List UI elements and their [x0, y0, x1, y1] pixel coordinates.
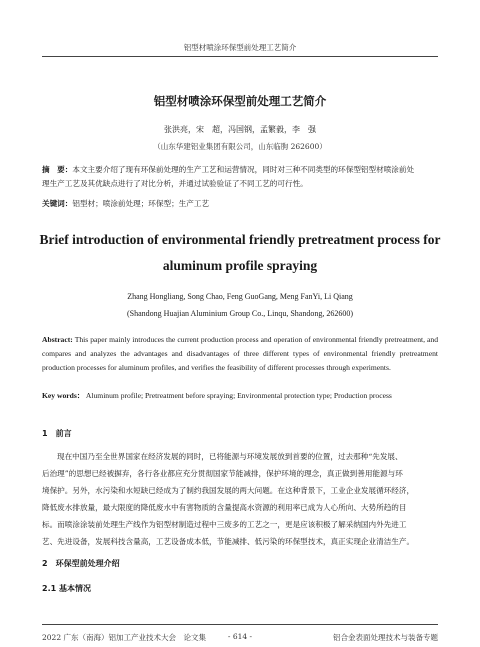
cn-title: 铝型材喷涂环保型前处理工艺简介	[153, 94, 327, 108]
footer-right: 铝合金表面处理技术与装备专题	[333, 633, 438, 642]
cn-abstract	[42, 163, 438, 191]
en-keywords	[42, 389, 438, 403]
en-title-line-1: Brief introduction of environmental friendly pretreatment process for	[39, 232, 441, 247]
en-abstract	[42, 333, 438, 375]
footer-left: 2022 广东（南海）铝加工产业技术大会 论文集	[42, 633, 206, 642]
page-number: - 614 -	[227, 632, 253, 641]
running-header: 铝型材喷涂环保型前处理工艺简介	[183, 43, 297, 52]
header-rule	[42, 56, 438, 57]
cn-abstract-label: 摘 要：	[42, 165, 73, 174]
section-2-heading: 2 环保型前处理介绍	[42, 559, 120, 568]
cn-keywords-text: 铝型材；喷涂前处理；环保型；生产工艺	[72, 199, 210, 208]
en-authors: Zhang Hongliang, Song Chao, Feng GuoGang, Meng FanYi, Li Qiang	[127, 292, 353, 301]
body-line: 降低废水排放量，最大限度的降低废水中有害物质的含量提高水资源的利用率已成为人心所向、大势所趋的目	[42, 503, 407, 512]
section-1-body	[42, 448, 438, 550]
cn-authors: 张洪亮，宋 超，冯国钢，孟繁毅，李 强	[164, 125, 316, 134]
cn-keywords-label: 关键词：	[42, 199, 73, 208]
section-2-1-heading: 2.1 基本情况	[42, 584, 91, 593]
en-title-line-2: aluminum profile spraying	[162, 258, 318, 273]
en-keywords-label: Key words：	[42, 391, 85, 400]
body-line: 境保护。另外，水污染和水短缺已经成为了制约我国发展的两大问题。在这种背景下，工业企业发展循环经济，	[42, 486, 415, 495]
section-1-heading: 1 前言	[42, 429, 72, 438]
en-abstract-label: Abstract:	[42, 335, 73, 344]
cn-abstract-line: 理生产工艺及其优缺点进行了对比分析，并通过试验验证了不同工艺的可行性。	[42, 179, 308, 188]
body-line: 艺、先进设备，发展科技含量高，工艺设备成本低，节能减排、低污染的环保型技术，真正实现企业清洁生产。	[42, 537, 415, 546]
cn-abstract-line: 本文主要介绍了现有环保前处理的生产工艺和运营情况，同时对三种不同类型的环保型铝型材喷涂前处	[72, 165, 415, 174]
footer-rule	[42, 624, 438, 625]
en-abstract-text: This paper mainly introduces the current production process and operation of environmental friendly pretreatment, and compares and analyzes the advantages and disadvantages of three different types of environmental friendly pretreatment production processes for aluminum profiles, and verifies the feasibility of different processes through experiments.	[42, 335, 439, 372]
body-line: 后治理”的思想已经被摒弃，各行各业都应充分贯彻国家节能减排，保护环境的理念，真正做到善用能源与环	[42, 469, 403, 478]
cn-affiliation: （山东华建铝业集团有限公司，山东临朐 262600）	[153, 142, 327, 151]
body-line: 标。而喷涂涂装前处理生产线作为铝型材制造过程中三废多的工艺之一，更是应该积极了解采纳国内外先进工	[42, 520, 407, 529]
en-keywords-text: Aluminum profile; Pretreatment before spraying; Environmental protection type; Production process	[85, 391, 392, 400]
body-line: 现在中国乃至全世界国家在经济发展的同时，已将能源与环境发展放到首要的位置，过去那种“先发展、	[57, 452, 403, 461]
en-affiliation: (Shandong Huajian Aluminium Group Co., Linqu, Shandong, 262600)	[127, 309, 353, 318]
cn-keywords	[42, 197, 438, 211]
